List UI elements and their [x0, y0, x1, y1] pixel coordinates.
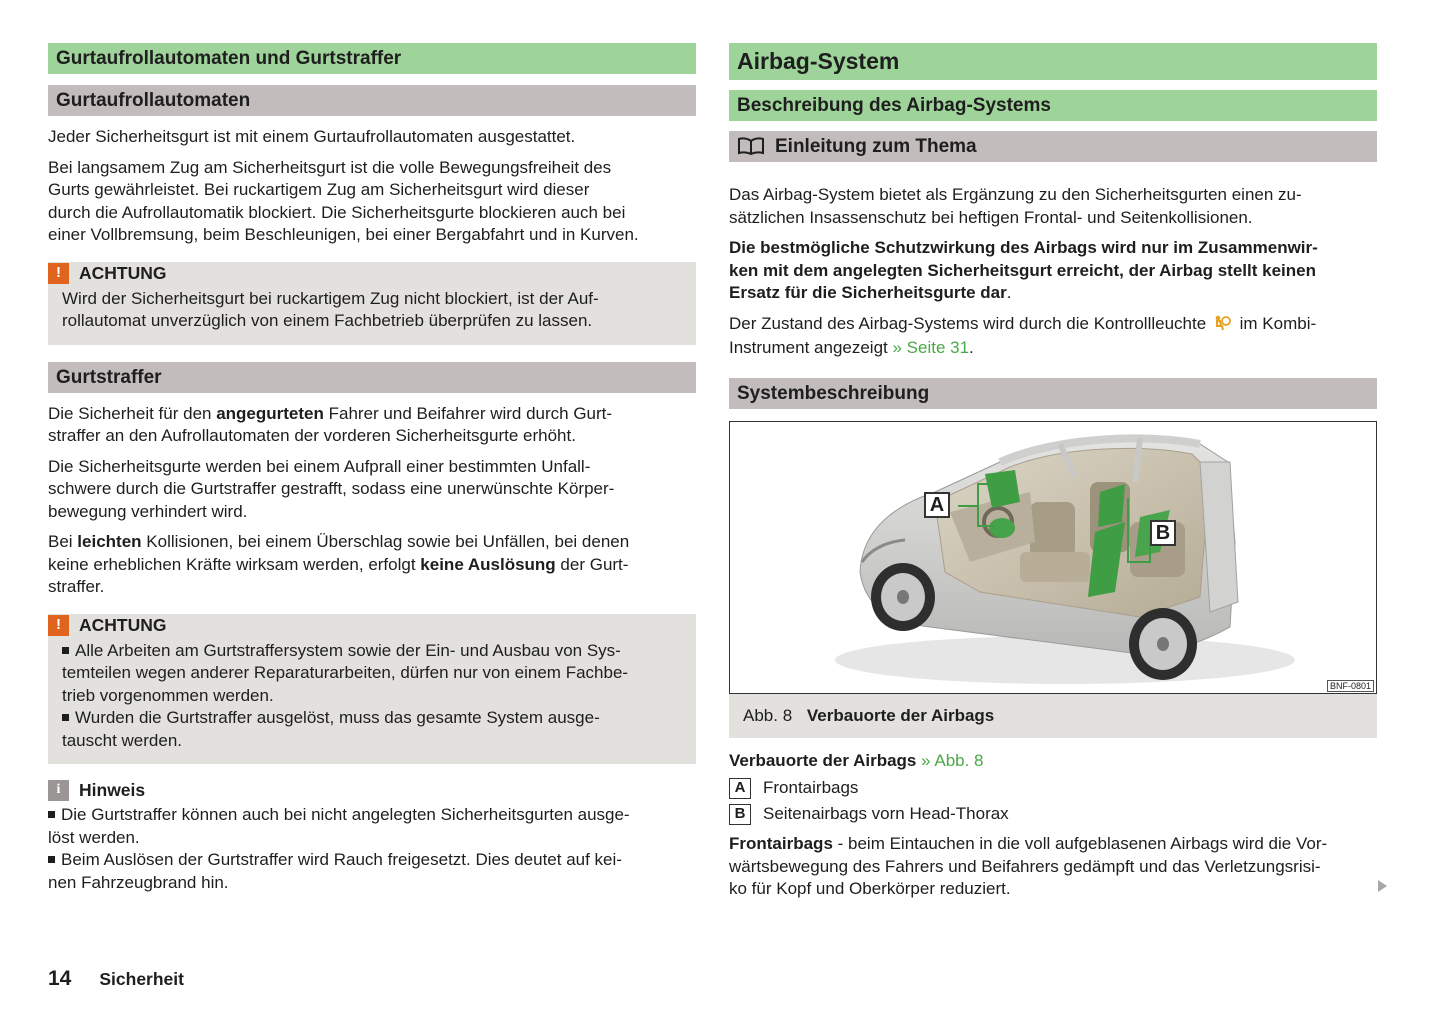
- continue-arrow-icon: [1378, 880, 1387, 892]
- link-seite-31[interactable]: » Seite 31: [892, 338, 970, 357]
- bullet-icon: [62, 714, 69, 721]
- heading-beschreibung-airbag: Beschreibung des Airbag-Systems: [729, 90, 1377, 121]
- warning-bullet-1: Alle Arbeiten am Gurtstraffersystem sowie der Ein- und Ausbau von Sys- temteilen wegen anderer Reparaturarbeiten, dürfen nur von einem Fachbe- trieb vorgenommen werden.: [62, 640, 629, 705]
- warning-icon: !: [48, 615, 69, 636]
- warning-bullet-2: Wurden die Gurtstraffer ausgelöst, muss das gesamte System ausge- tauscht werden.: [62, 708, 600, 750]
- figure-code: BNF-0801: [1327, 680, 1374, 692]
- info-icon: i: [48, 780, 69, 801]
- book-icon: [737, 137, 765, 162]
- paragraph-frontairbags: Frontairbags - beim Eintauchen in die voll aufgeblasenen Airbags wird die Vor- wärtsbewegung des Fahrers und Beifahrers gedämpft und das Verletzungsrisi- ko für Kopf und Oberkörper reduziert.: [729, 834, 1328, 898]
- note-title: i Hinweis: [48, 779, 696, 801]
- caption-number: Abb. 8: [743, 705, 793, 725]
- section-heading-airbag-system: Airbag-System: [729, 43, 1377, 80]
- page-footer: [48, 968, 184, 991]
- airbag-warning-light-icon: [1213, 315, 1231, 338]
- car-illustration: [730, 422, 1375, 692]
- legend-heading: Verbauorte der Airbags » Abb. 8: [729, 750, 984, 770]
- subheading-gurtstraffer: Gurtstraffer: [48, 362, 696, 393]
- figure-label-b: B: [1150, 520, 1176, 546]
- warning-title: ! ACHTUNG: [48, 614, 682, 637]
- page-number: 14: [48, 967, 72, 990]
- section-heading-gurtaufroll-gurtstraffer: Gurtaufrollautomaten und Gurtstraffer: [48, 43, 696, 74]
- paragraph-gurtaufroll-details: Bei langsamem Zug am Sicherheitsgurt ist die volle Bewegungsfreiheit des Gurts gewährleistet. Bei ruckartigem Zug am Sicherheitsgurt wird dieser durch die Aufrollautomatik blockiert. Die Sicherheitsgurte blockieren auch bei einer Vollbremsung, beim Beschleunigen, bei einer Bergabfahrt und in Kurven.: [48, 157, 639, 244]
- warning-box-2: [48, 614, 696, 765]
- left-column: [48, 43, 696, 894]
- note-bullet-1: Die Gurtstraffer können auch bei nicht angelegten Sicherheitsgurten ausge- löst werden.: [48, 805, 630, 847]
- heading-einleitung: Einleitung zum Thema: [729, 131, 1377, 162]
- link-abb-8[interactable]: » Abb. 8: [921, 750, 984, 770]
- legend-key-b: B: [729, 804, 751, 825]
- paragraph-gurtstraffer-3: Bei leichten Kollisionen, bei einem Überschlag sowie bei Unfällen, bei denen keine erheblichen Kräfte wirksam werden, erfolgt keine Auslösung der Gurt- straffer.: [48, 532, 630, 596]
- footer-section-name: Sicherheit: [99, 969, 184, 989]
- figure-airbag-locations: [729, 421, 1377, 694]
- warning-box-1: [48, 262, 696, 345]
- bullet-icon: [62, 647, 69, 654]
- subheading-gurtaufrollautomaten: Gurtaufrollautomaten: [48, 85, 696, 116]
- warning-title: ! ACHTUNG: [48, 262, 682, 285]
- paragraph-gurtaufroll-intro: Jeder Sicherheitsgurt ist mit einem Gurtaufrollautomaten ausgestattet.: [48, 127, 576, 146]
- paragraph-gurtstraffer-1: Die Sicherheit für den angegurteten Fahrer und Beifahrer wird durch Gurt- straffer an den Aufrollautomaten der vorderen Sicherheitsgurte erhöht.: [48, 403, 613, 445]
- paragraph-airbag-warning-light: Der Zustand des Airbag-Systems wird durch die Kontrollleuchte im Kombi- Instrument angezeigt » Seite 31.: [729, 313, 1317, 357]
- paragraph-airbag-intro: Das Airbag-System bietet als Ergänzung zu den Sicherheitsgurten einen zu- sätzlichen Insassenschutz bei heftigen Frontal- und Seitenkollisionen.: [729, 185, 1302, 227]
- caption-title: Verbauorte der Airbags: [806, 705, 995, 725]
- warning-text: Wird der Sicherheitsgurt bei ruckartigem Zug nicht blockiert, ist der Auf- rollautomat unverzüglich von einem Fachbetrieb überprüfen zu lassen.: [62, 288, 599, 330]
- heading-systembeschreibung: Systembeschreibung: [729, 378, 1377, 409]
- bullet-icon: [48, 811, 55, 818]
- paragraph-gurtstraffer-2: Die Sicherheitsgurte werden bei einem Aufprall einer bestimmten Unfall- schwere durch die Gurtstraffer gestrafft, sodass eine unerwünschte Körper- bewegung verhindert wird.: [48, 456, 615, 521]
- legend-item-b: B Seitenairbags vorn Head-Thorax: [729, 801, 1377, 827]
- legend-key-a: A: [729, 778, 751, 799]
- legend-item-a: A Frontairbags: [729, 775, 1377, 801]
- paragraph-airbag-important: Die bestmögliche Schutzwirkung des Airbags wird nur im Zusammenwir- ken mit dem angelegten Sicherheitsgurt erreicht, der Airbag stellt keinen Ersatz für die Sicherheitsgurte dar.: [729, 238, 1318, 302]
- warning-icon: !: [48, 263, 69, 284]
- right-column: [729, 43, 1377, 901]
- bullet-icon: [48, 856, 55, 863]
- figure-label-a: A: [924, 492, 950, 518]
- note-bullet-2: Beim Auslösen der Gurtstraffer wird Rauch freigesetzt. Dies deutet auf kei- nen Fahrzeugbrand hin.: [48, 850, 622, 892]
- figure-caption: [729, 694, 1377, 738]
